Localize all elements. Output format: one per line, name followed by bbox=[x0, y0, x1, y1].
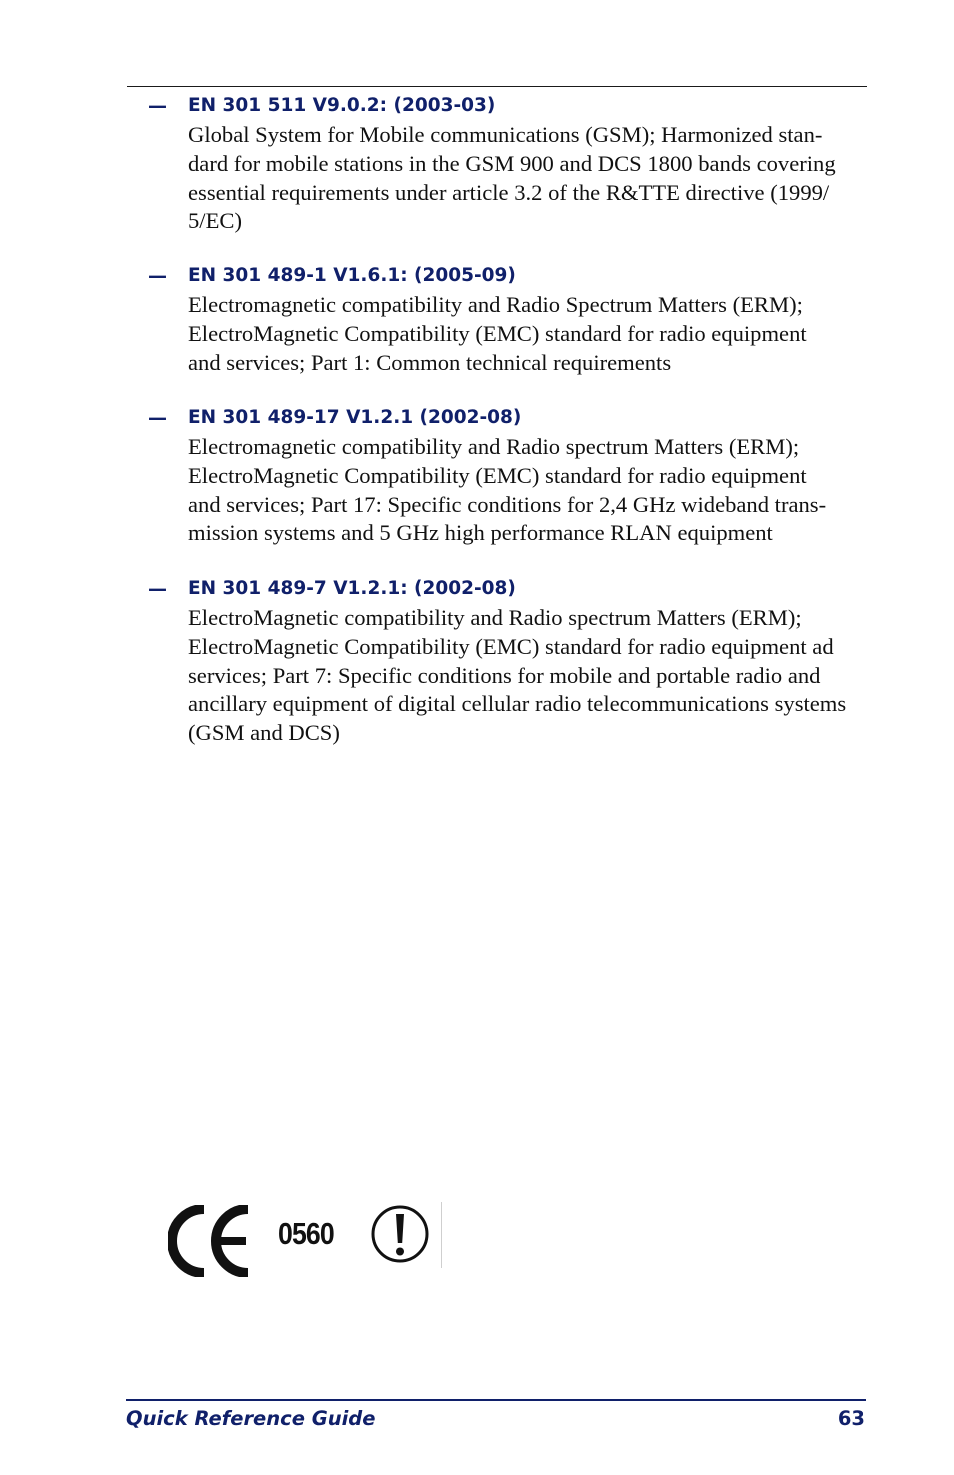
footer-rule bbox=[126, 1399, 866, 1401]
description-line: ElectroMagnetic Compatibility (EMC) standard for radio equipment bbox=[188, 320, 807, 346]
standard-description bbox=[188, 433, 875, 548]
em-dash-bullet: — bbox=[148, 265, 167, 287]
description-line: essential requirements under article 3.2 of the R&TTE directive (1999/ bbox=[188, 179, 830, 205]
description-line: ElectroMagnetic compatibility and Radio spectrum Matters (ERM); bbox=[188, 605, 802, 630]
compliance-marks bbox=[168, 1200, 458, 1280]
ce-mark-logo bbox=[168, 1205, 252, 1277]
em-dash-bullet: — bbox=[148, 95, 167, 117]
standard-heading bbox=[145, 95, 875, 117]
description-line: (GSM and DCS) bbox=[188, 720, 340, 746]
standard-entry-4 bbox=[145, 578, 875, 748]
description-line: 5/EC) bbox=[188, 208, 242, 234]
description-line: mission systems and 5 GHz high performance RLAN equipment bbox=[188, 520, 773, 546]
description-line: services; Part 7: Specific conditions for mobile and portable radio and bbox=[188, 662, 821, 688]
standard-entry-2 bbox=[145, 265, 875, 377]
description-line: ElectroMagnetic Compatibility (EMC) standard for radio equipment bbox=[188, 462, 807, 488]
description-line: ancillary equipment of digital cellular radio telecommunications systems bbox=[188, 691, 847, 717]
top-rule bbox=[127, 86, 867, 87]
notified-body-number: 0560 bbox=[278, 1216, 334, 1251]
standard-title: EN 301 489-17 V1.2.1 (2002-08) bbox=[188, 407, 522, 428]
standard-description bbox=[188, 604, 875, 748]
standard-heading bbox=[145, 578, 875, 600]
description-line: and services; Part 1: Common technical requirements bbox=[188, 349, 672, 375]
standard-title: EN 301 511 V9.0.2: (2003-03) bbox=[188, 95, 496, 116]
description-line: Electromagnetic compatibility and Radio Spectrum Matters (ERM); bbox=[188, 292, 803, 317]
standard-title: EN 301 489-7 V1.2.1: (2002-08) bbox=[188, 578, 516, 599]
description-line: dard for mobile stations in the GSM 900 and DCS 1800 bands covering bbox=[188, 150, 836, 176]
exclamation-circle-icon bbox=[369, 1203, 431, 1265]
description-line: Electromagnetic compatibility and Radio spectrum Matters (ERM); bbox=[188, 434, 800, 459]
standard-description bbox=[188, 121, 875, 236]
standard-entry-3 bbox=[145, 407, 875, 548]
standard-entry-1 bbox=[145, 95, 875, 236]
standard-heading bbox=[145, 265, 875, 287]
em-dash-bullet: — bbox=[148, 407, 167, 429]
footer-title: Quick Reference Guide bbox=[126, 1407, 376, 1430]
standard-heading bbox=[145, 407, 875, 429]
em-dash-bullet: — bbox=[148, 578, 167, 600]
standard-description bbox=[188, 291, 875, 377]
page-number: 63 bbox=[837, 1407, 865, 1430]
description-line: and services; Part 17: Specific conditions for 2,4 GHz wideband trans- bbox=[188, 491, 827, 517]
marks-divider bbox=[441, 1202, 442, 1268]
description-line: Global System for Mobile communications (GSM); Harmonized stan- bbox=[188, 122, 823, 147]
description-line: ElectroMagnetic Compatibility (EMC) standard for radio equipment ad bbox=[188, 633, 834, 659]
standard-title: EN 301 489-1 V1.6.1: (2005-09) bbox=[188, 265, 516, 286]
